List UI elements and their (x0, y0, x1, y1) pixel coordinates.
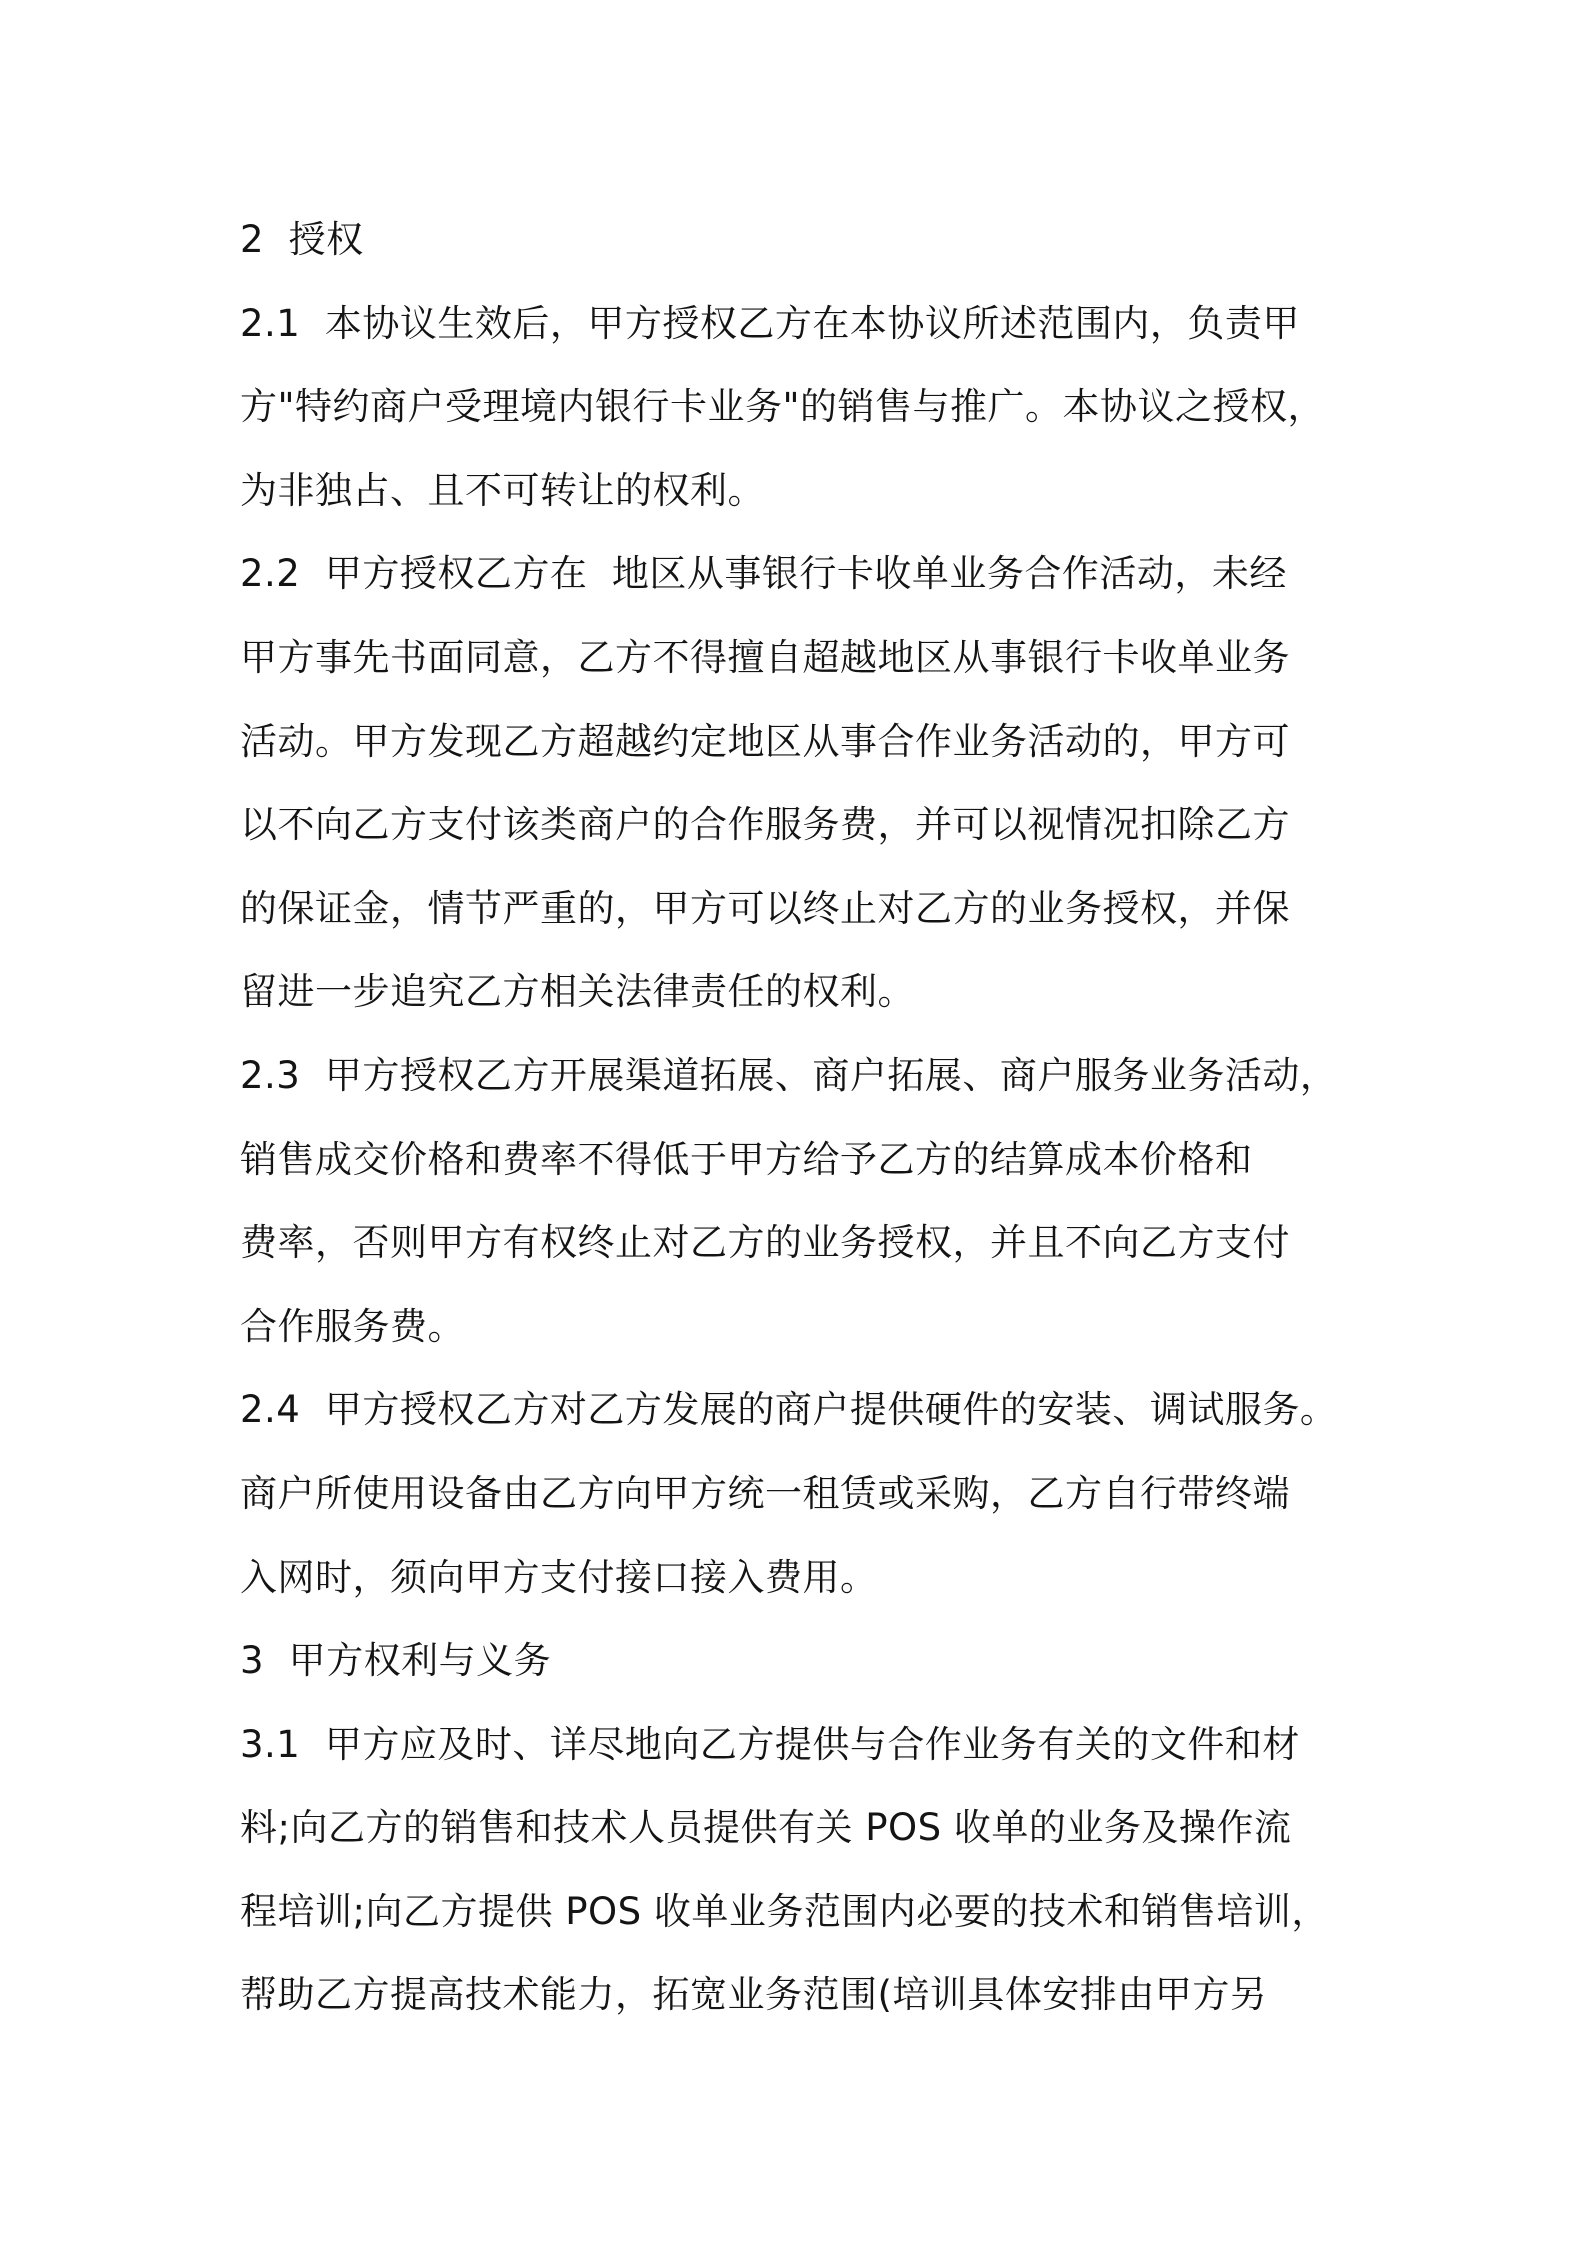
clause-3-1-line-1: 3.1 甲方应及时、详尽地向乙方提供与合作业务有关的文件和材 (240, 1722, 1300, 1766)
clause-2-1-line-1: 2.1 本协议生效后，甲方授权乙方在本协议所述范围内，负责甲 (240, 301, 1300, 345)
clause-3-1-line-3: 程培训;向乙方提供 POS 收单业务范围内必要的技术和销售培训， (240, 1889, 1329, 1933)
clause-2-3-line-3: 费率，否则甲方有权终止对乙方的业务授权，并且不向乙方支付 (240, 1221, 1290, 1265)
clause-2-3-line-1: 2.3 甲方授权乙方开展渠道拓展、商户拓展、商户服务业务活动， (240, 1053, 1338, 1097)
clause-2-2-line-2: 甲方事先书面同意，乙方不得擅自超越地区从事银行卡收单业务 (240, 635, 1290, 679)
section-heading-authorization: 2 授权 (240, 218, 364, 261)
clause-2-2-line-3: 活动。甲方发现乙方超越约定地区从事合作业务活动的，甲方可 (240, 719, 1290, 763)
clause-2-2-line-5: 的保证金，情节严重的，甲方可以终止对乙方的业务授权，并保 (240, 886, 1290, 930)
clause-2-1-line-2: 方"特约商户受理境内银行卡业务"的销售与推广。本协议之授权， (240, 385, 1326, 429)
clause-2-1-line-3: 为非独占、且不可转让的权利。 (240, 468, 765, 512)
clause-2-3-line-2: 销售成交价格和费率不得低于甲方给予乙方的结算成本价格和 (240, 1137, 1253, 1181)
clause-2-4-line-3: 入网时，须向甲方支付接口接入费用。 (240, 1555, 878, 1599)
clause-2-2-line-4: 以不向乙方支付该类商户的合作服务费，并可以视情况扣除乙方 (240, 803, 1290, 847)
document-body (240, 198, 1370, 2037)
section-heading-party-a-rights: 3 甲方权利与义务 (240, 1639, 552, 1683)
clause-2-2-line-1: 2.2 甲方授权乙方在 地区从事银行卡收单业务合作活动，未经 (240, 552, 1287, 596)
clause-2-4-line-2: 商户所使用设备由乙方向甲方统一租赁或采购，乙方自行带终端 (240, 1471, 1290, 1515)
clause-2-2-line-6: 留进一步追究乙方相关法律责任的权利。 (240, 970, 915, 1014)
clause-2-3-line-4: 合作服务费。 (240, 1304, 465, 1348)
clause-3-1-line-2: 料;向乙方的销售和技术人员提供有关 POS 收单的业务及操作流 (240, 1806, 1292, 1850)
clause-2-4-line-1: 2.4 甲方授权乙方对乙方发展的商户提供硬件的安装、调试服务。 (240, 1388, 1338, 1432)
clause-3-1-line-4: 帮助乙方提高技术能力，拓宽业务范围(培训具体安排由甲方另 (240, 1973, 1268, 2017)
